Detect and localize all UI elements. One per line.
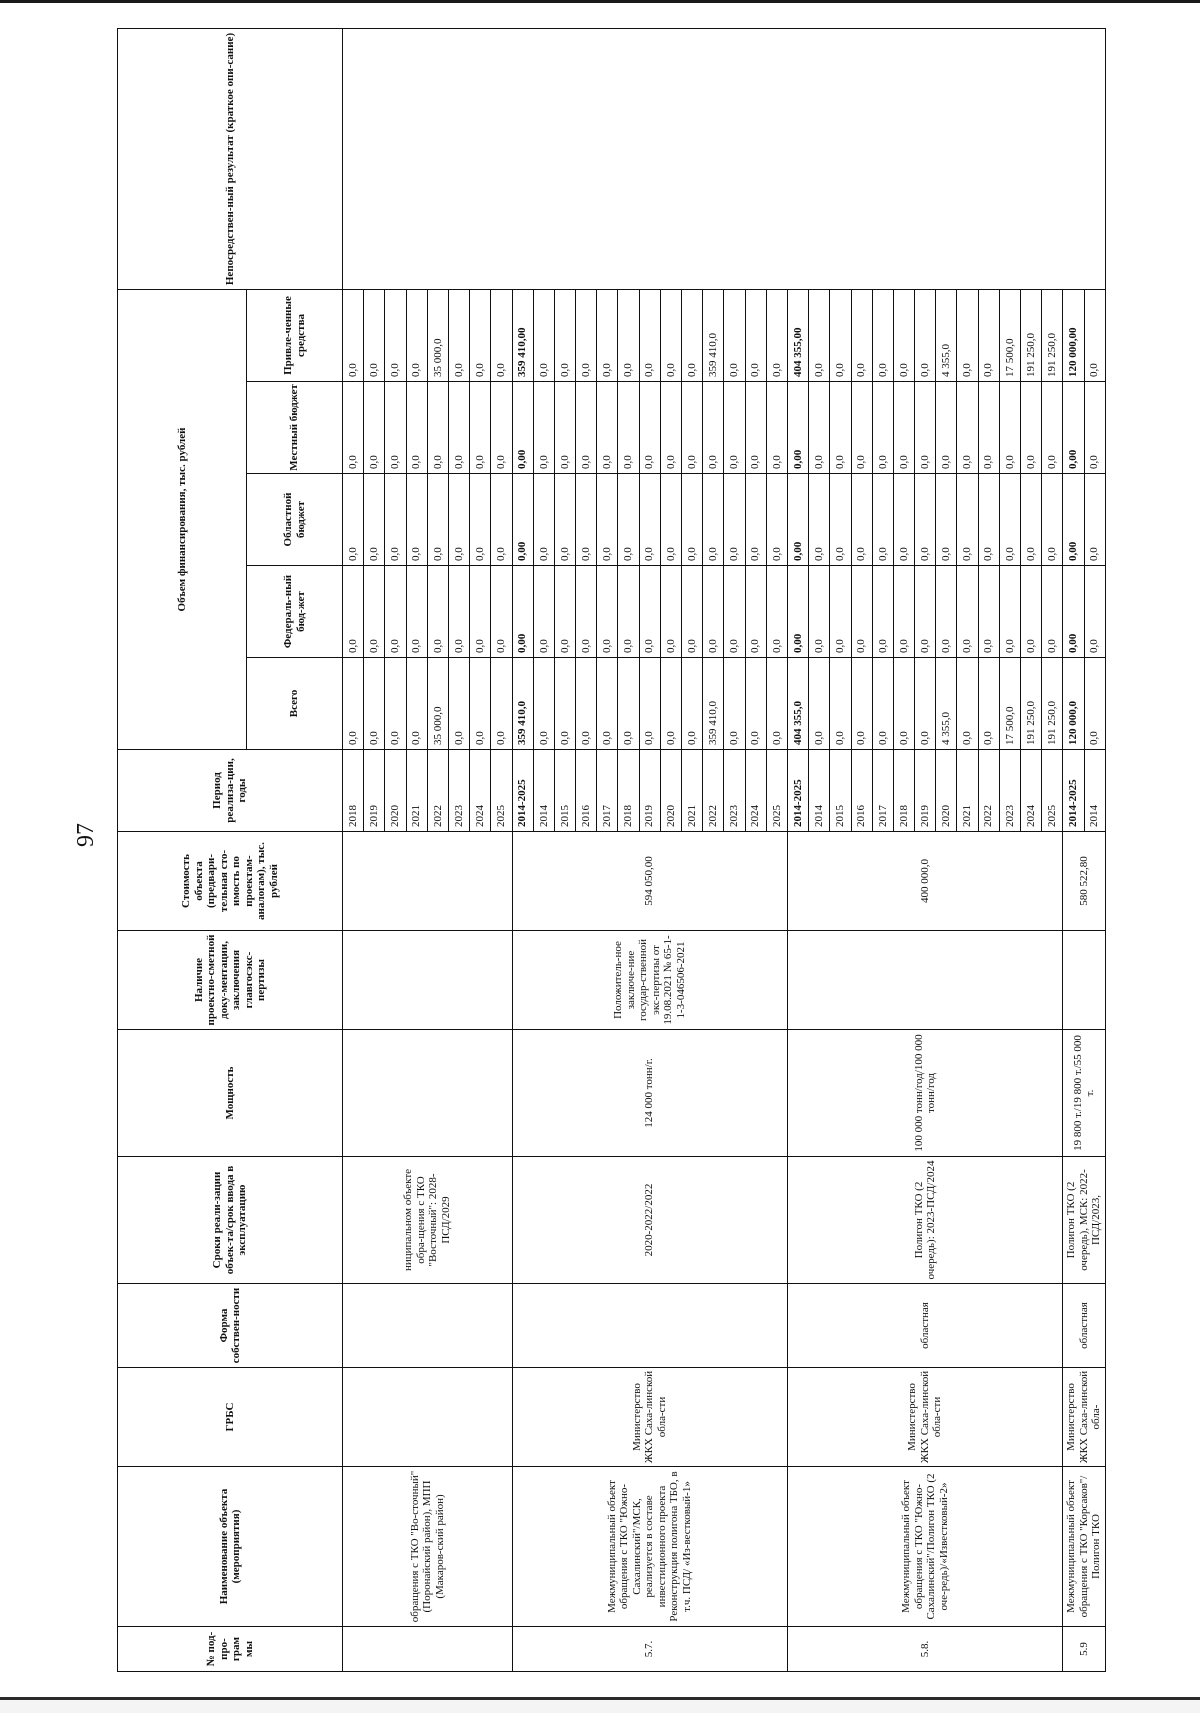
cell-grbs: Министерство ЖКХ Саха-линской обла-сти bbox=[512, 1368, 787, 1467]
cell-attracted: 35 000,0 bbox=[427, 290, 448, 382]
cell-attracted: 0,0 bbox=[851, 290, 872, 382]
cell-total: 0,0 bbox=[830, 658, 851, 750]
cell-attracted: 17 500,0 bbox=[999, 290, 1020, 382]
financing-table bbox=[117, 28, 1106, 1672]
cell-attracted: 0,0 bbox=[809, 290, 830, 382]
cell-attracted: 0,0 bbox=[639, 290, 660, 382]
cell-total: 0,0 bbox=[554, 658, 575, 750]
cell-attracted: 0,0 bbox=[660, 290, 681, 382]
cell-local: 0,0 bbox=[639, 382, 660, 474]
cell-capacity: 100 000 тонн/год/100 000 тонн/год bbox=[787, 1030, 1062, 1157]
cell-total: 191 250,0 bbox=[1021, 658, 1042, 750]
cell-period: 2020 bbox=[660, 750, 681, 832]
cell-federal: 0,0 bbox=[491, 566, 512, 658]
cell-federal: 0,0 bbox=[936, 566, 957, 658]
cell-period: 2015 bbox=[830, 750, 851, 832]
cell-regional: 0,0 bbox=[809, 474, 830, 566]
scan-top-edge bbox=[0, 0, 1200, 3]
cell-local: 0,0 bbox=[978, 382, 999, 474]
cell-attracted: 0,0 bbox=[385, 290, 406, 382]
cell-federal: 0,0 bbox=[1042, 566, 1063, 658]
cell-name: Межмуниципальный объект обращения с ТКО "Корсаков"/Полигон ТКО bbox=[1063, 1467, 1105, 1627]
cell-local: 0,0 bbox=[385, 382, 406, 474]
col-header-name: Наименование объекта (мероприятия) bbox=[118, 1467, 343, 1627]
cell-attracted: 0,0 bbox=[406, 290, 427, 382]
cell-attracted: 120 000,00 bbox=[1063, 290, 1084, 382]
cell-local: 0,0 bbox=[703, 382, 724, 474]
cell-federal: 0,00 bbox=[512, 566, 533, 658]
cell-regional: 0,0 bbox=[618, 474, 639, 566]
cell-regional: 0,0 bbox=[957, 474, 978, 566]
cell-terms: ниципальном объекте обра-щения с ТКО "Восточный": 2028-ПСД/2029 bbox=[343, 1157, 513, 1284]
cell-regional: 0,0 bbox=[470, 474, 491, 566]
cell-total: 0,0 bbox=[724, 658, 745, 750]
cell-local: 0,0 bbox=[576, 382, 597, 474]
cell-federal: 0,0 bbox=[1021, 566, 1042, 658]
cell-local: 0,0 bbox=[427, 382, 448, 474]
cell-regional: 0,0 bbox=[851, 474, 872, 566]
cell-total: 0,0 bbox=[385, 658, 406, 750]
cell-period: 2022 bbox=[703, 750, 724, 832]
cell-local: 0,0 bbox=[830, 382, 851, 474]
cell-local: 0,0 bbox=[809, 382, 830, 474]
cell-result bbox=[343, 29, 1106, 290]
cell-period: 2017 bbox=[872, 750, 893, 832]
cell-grbs: Министерство ЖКХ Саха-линской обла- bbox=[1063, 1368, 1105, 1467]
cell-capacity bbox=[343, 1030, 513, 1157]
cell-federal: 0,0 bbox=[745, 566, 766, 658]
cell-ownership: областная bbox=[1063, 1284, 1105, 1368]
cell-total: 0,0 bbox=[660, 658, 681, 750]
cell-local: 0,0 bbox=[364, 382, 385, 474]
table-row bbox=[343, 29, 364, 1672]
cell-period: 2016 bbox=[576, 750, 597, 832]
cell-local: 0,0 bbox=[470, 382, 491, 474]
cell-regional: 0,0 bbox=[978, 474, 999, 566]
cell-local: 0,0 bbox=[1042, 382, 1063, 474]
cell-no: 5.9 bbox=[1063, 1627, 1105, 1672]
cell-local: 0,0 bbox=[343, 382, 364, 474]
cell-local: 0,0 bbox=[597, 382, 618, 474]
cell-no: 5.8. bbox=[787, 1627, 1062, 1672]
cell-local: 0,0 bbox=[682, 382, 703, 474]
col-header-grbs: ГРБС bbox=[118, 1368, 343, 1467]
cell-federal: 0,0 bbox=[851, 566, 872, 658]
cell-attracted: 0,0 bbox=[554, 290, 575, 382]
col-header-total: Всего bbox=[247, 658, 343, 750]
scan-bottom-edge bbox=[0, 1691, 1200, 1713]
cell-ownership bbox=[512, 1284, 787, 1368]
cell-federal: 0,0 bbox=[406, 566, 427, 658]
cell-local: 0,00 bbox=[1063, 382, 1084, 474]
cell-period: 2014 bbox=[533, 750, 554, 832]
cell-total: 0,0 bbox=[364, 658, 385, 750]
cell-total: 0,0 bbox=[491, 658, 512, 750]
cell-local: 0,0 bbox=[448, 382, 469, 474]
cell-regional: 0,00 bbox=[787, 474, 808, 566]
cell-attracted: 0,0 bbox=[448, 290, 469, 382]
rotated-table-container bbox=[117, 32, 1103, 1672]
cell-attracted: 0,0 bbox=[1084, 290, 1105, 382]
cell-period: 2025 bbox=[766, 750, 787, 832]
cell-local: 0,00 bbox=[512, 382, 533, 474]
cell-period: 2019 bbox=[915, 750, 936, 832]
cell-federal: 0,00 bbox=[787, 566, 808, 658]
cell-federal: 0,0 bbox=[893, 566, 914, 658]
cell-federal: 0,0 bbox=[809, 566, 830, 658]
cell-name: Межмуниципальный объект обращения с ТКО "Южно-Сахалинский"/МСК, реализуется в составе инвестиционного проекта Реконструкция полигона ТБО, в т.ч. ПСД/ «Из-вестковый-1» bbox=[512, 1467, 787, 1627]
cell-total: 0,0 bbox=[597, 658, 618, 750]
cell-period: 2020 bbox=[936, 750, 957, 832]
cell-total: 0,0 bbox=[851, 658, 872, 750]
cell-total: 0,0 bbox=[957, 658, 978, 750]
cell-terms: Полигон ТКО (2 очередь): 2023-ПСД/2024 bbox=[787, 1157, 1062, 1284]
cell-regional: 0,0 bbox=[1084, 474, 1105, 566]
cell-total: 35 000,0 bbox=[427, 658, 448, 750]
cell-attracted: 0,0 bbox=[470, 290, 491, 382]
col-header-local: Местный бюджет bbox=[247, 382, 343, 474]
cell-local: 0,0 bbox=[406, 382, 427, 474]
cell-total: 0,0 bbox=[766, 658, 787, 750]
cell-total: 0,0 bbox=[576, 658, 597, 750]
cell-period: 2022 bbox=[427, 750, 448, 832]
table-body bbox=[343, 29, 1106, 1672]
cell-cost: 400 000,0 bbox=[787, 832, 1062, 931]
cell-period: 2023 bbox=[999, 750, 1020, 832]
cell-total: 0,0 bbox=[470, 658, 491, 750]
cell-attracted: 0,0 bbox=[745, 290, 766, 382]
col-header-financing: Объем финансирования, тыс. рублей bbox=[118, 290, 247, 750]
cell-federal: 0,0 bbox=[427, 566, 448, 658]
cell-regional: 0,0 bbox=[576, 474, 597, 566]
cell-period: 2017 bbox=[597, 750, 618, 832]
col-header-capacity: Мощность bbox=[118, 1030, 343, 1157]
cell-no bbox=[343, 1627, 513, 1672]
cell-attracted: 0,0 bbox=[978, 290, 999, 382]
col-header-ownership: Форма собствен-ности bbox=[118, 1284, 343, 1368]
cell-local: 0,0 bbox=[999, 382, 1020, 474]
cell-regional: 0,0 bbox=[766, 474, 787, 566]
cell-period: 2022 bbox=[978, 750, 999, 832]
cell-total: 0,0 bbox=[978, 658, 999, 750]
cell-total: 0,0 bbox=[343, 658, 364, 750]
cell-total: 191 250,0 bbox=[1042, 658, 1063, 750]
cell-period: 2016 bbox=[851, 750, 872, 832]
cell-ownership: областная bbox=[787, 1284, 1062, 1368]
cell-total: 404 355,0 bbox=[787, 658, 808, 750]
cell-attracted: 4 355,0 bbox=[936, 290, 957, 382]
cell-local: 0,0 bbox=[491, 382, 512, 474]
cell-regional: 0,0 bbox=[343, 474, 364, 566]
cell-attracted: 0,0 bbox=[915, 290, 936, 382]
cell-federal: 0,0 bbox=[872, 566, 893, 658]
cell-total: 4 355,0 bbox=[936, 658, 957, 750]
cell-regional: 0,0 bbox=[554, 474, 575, 566]
cell-terms: Полигон ТКО (2 очередь), МСК: 2022-ПСД/2023, bbox=[1063, 1157, 1105, 1284]
cell-period: 2014-2025 bbox=[512, 750, 533, 832]
cell-period: 2014 bbox=[1084, 750, 1105, 832]
cell-federal: 0,0 bbox=[385, 566, 406, 658]
cell-attracted: 0,0 bbox=[766, 290, 787, 382]
cell-local: 0,0 bbox=[872, 382, 893, 474]
cell-regional: 0,0 bbox=[724, 474, 745, 566]
cell-grbs: Министерство ЖКХ Саха-линской обла-сти bbox=[787, 1368, 1062, 1467]
cell-local: 0,0 bbox=[533, 382, 554, 474]
cell-federal: 0,0 bbox=[533, 566, 554, 658]
cell-regional: 0,0 bbox=[1042, 474, 1063, 566]
cell-period: 2018 bbox=[618, 750, 639, 832]
cell-federal: 0,0 bbox=[957, 566, 978, 658]
cell-period: 2024 bbox=[745, 750, 766, 832]
cell-local: 0,0 bbox=[936, 382, 957, 474]
cell-period: 2023 bbox=[724, 750, 745, 832]
cell-regional: 0,0 bbox=[915, 474, 936, 566]
cell-regional: 0,0 bbox=[660, 474, 681, 566]
cell-attracted: 0,0 bbox=[682, 290, 703, 382]
cell-period: 2019 bbox=[639, 750, 660, 832]
cell-federal: 0,0 bbox=[470, 566, 491, 658]
cell-psd bbox=[343, 931, 513, 1030]
cell-attracted: 0,0 bbox=[364, 290, 385, 382]
col-header-result: Непосредствен-ный результат (краткое опи-сание) bbox=[118, 29, 343, 290]
cell-period: 2021 bbox=[682, 750, 703, 832]
cell-grbs bbox=[343, 1368, 513, 1467]
cell-psd: Положитель-ное заключе-ние государ-ственной экс-пертизы от 19.08.2021 № 65-1-1-3-046506-2021 bbox=[512, 931, 787, 1030]
cell-capacity: 19 800 т./19 800 т./55 000 т. bbox=[1063, 1030, 1105, 1157]
cell-federal: 0,0 bbox=[618, 566, 639, 658]
cell-total: 0,0 bbox=[893, 658, 914, 750]
cell-period: 2020 bbox=[385, 750, 406, 832]
cell-cost: 580 522,80 bbox=[1063, 832, 1105, 931]
cell-attracted: 0,0 bbox=[724, 290, 745, 382]
cell-local: 0,00 bbox=[787, 382, 808, 474]
cell-total: 17 500,0 bbox=[999, 658, 1020, 750]
col-header-no: № под-про-грам мы bbox=[118, 1627, 343, 1672]
col-header-psd: Наличие проектно-сметной доку-ментации, заключения главгосэкс-пертизы bbox=[118, 931, 343, 1030]
cell-regional: 0,0 bbox=[703, 474, 724, 566]
cell-period: 2014 bbox=[809, 750, 830, 832]
cell-federal: 0,0 bbox=[1084, 566, 1105, 658]
cell-federal: 0,0 bbox=[978, 566, 999, 658]
cell-federal: 0,0 bbox=[766, 566, 787, 658]
cell-federal: 0,0 bbox=[703, 566, 724, 658]
cell-federal: 0,0 bbox=[999, 566, 1020, 658]
cell-period: 2025 bbox=[491, 750, 512, 832]
cell-regional: 0,0 bbox=[682, 474, 703, 566]
cell-federal: 0,0 bbox=[660, 566, 681, 658]
cell-regional: 0,0 bbox=[406, 474, 427, 566]
cell-total: 0,0 bbox=[639, 658, 660, 750]
cell-federal: 0,0 bbox=[448, 566, 469, 658]
cell-period: 2024 bbox=[1021, 750, 1042, 832]
cell-attracted: 0,0 bbox=[491, 290, 512, 382]
cell-period: 2024 bbox=[470, 750, 491, 832]
cell-period: 2014-2025 bbox=[1063, 750, 1084, 832]
cell-period: 2018 bbox=[893, 750, 914, 832]
cell-period: 2025 bbox=[1042, 750, 1063, 832]
cell-local: 0,0 bbox=[957, 382, 978, 474]
cell-attracted: 0,0 bbox=[576, 290, 597, 382]
cell-attracted: 0,0 bbox=[343, 290, 364, 382]
col-header-attracted: Привле-ченные средства bbox=[247, 290, 343, 382]
cell-attracted: 0,0 bbox=[893, 290, 914, 382]
cell-regional: 0,00 bbox=[512, 474, 533, 566]
cell-regional: 0,0 bbox=[533, 474, 554, 566]
cell-period: 2021 bbox=[957, 750, 978, 832]
cell-period: 2014-2025 bbox=[787, 750, 808, 832]
cell-local: 0,0 bbox=[745, 382, 766, 474]
cell-federal: 0,0 bbox=[682, 566, 703, 658]
cell-regional: 0,0 bbox=[872, 474, 893, 566]
cell-attracted: 404 355,00 bbox=[787, 290, 808, 382]
cell-attracted: 191 250,0 bbox=[1042, 290, 1063, 382]
page-number: 97 bbox=[73, 823, 99, 847]
cell-federal: 0,0 bbox=[364, 566, 385, 658]
cell-period: 2019 bbox=[364, 750, 385, 832]
cell-regional: 0,0 bbox=[830, 474, 851, 566]
cell-name: обращения с ТКО "Во-сточный" (Поронайский район), МПП (Макаров-ский район) bbox=[343, 1467, 513, 1627]
cell-federal: 0,0 bbox=[343, 566, 364, 658]
col-header-period: Период реализа-ции, годы bbox=[118, 750, 343, 832]
cell-terms: 2020-2022/2022 bbox=[512, 1157, 787, 1284]
cell-regional: 0,0 bbox=[385, 474, 406, 566]
cell-attracted: 0,0 bbox=[618, 290, 639, 382]
cell-regional: 0,0 bbox=[639, 474, 660, 566]
cell-regional: 0,00 bbox=[1063, 474, 1084, 566]
cell-period: 2015 bbox=[554, 750, 575, 832]
cell-regional: 0,0 bbox=[448, 474, 469, 566]
cell-federal: 0,0 bbox=[830, 566, 851, 658]
cell-local: 0,0 bbox=[766, 382, 787, 474]
cell-regional: 0,0 bbox=[1021, 474, 1042, 566]
cell-regional: 0,0 bbox=[936, 474, 957, 566]
cell-period: 2018 bbox=[343, 750, 364, 832]
col-header-regional: Областной бюджет bbox=[247, 474, 343, 566]
cell-federal: 0,0 bbox=[724, 566, 745, 658]
cell-total: 0,0 bbox=[448, 658, 469, 750]
cell-local: 0,0 bbox=[1084, 382, 1105, 474]
cell-local: 0,0 bbox=[1021, 382, 1042, 474]
cell-psd bbox=[787, 931, 1062, 1030]
cell-cost: 594 050,00 bbox=[512, 832, 787, 931]
cell-regional: 0,0 bbox=[893, 474, 914, 566]
cell-period: 2021 bbox=[406, 750, 427, 832]
cell-psd bbox=[1063, 931, 1105, 1030]
cell-total: 0,0 bbox=[915, 658, 936, 750]
cell-regional: 0,0 bbox=[491, 474, 512, 566]
cell-local: 0,0 bbox=[554, 382, 575, 474]
cell-no: 5.7. bbox=[512, 1627, 787, 1672]
col-header-terms: Сроки реали-зации объек-та/срок ввода в эксплуатацию bbox=[118, 1157, 343, 1284]
cell-total: 120 000,0 bbox=[1063, 658, 1084, 750]
cell-federal: 0,0 bbox=[639, 566, 660, 658]
cell-regional: 0,0 bbox=[364, 474, 385, 566]
cell-federal: 0,0 bbox=[915, 566, 936, 658]
cell-federal: 0,0 bbox=[597, 566, 618, 658]
cell-attracted: 0,0 bbox=[957, 290, 978, 382]
cell-local: 0,0 bbox=[851, 382, 872, 474]
cell-attracted: 0,0 bbox=[872, 290, 893, 382]
cell-attracted: 359 410,00 bbox=[512, 290, 533, 382]
cell-cost bbox=[343, 832, 513, 931]
cell-regional: 0,0 bbox=[597, 474, 618, 566]
cell-local: 0,0 bbox=[893, 382, 914, 474]
cell-local: 0,0 bbox=[618, 382, 639, 474]
col-header-federal: Федераль-ный бюд-жет bbox=[247, 566, 343, 658]
cell-total: 0,0 bbox=[682, 658, 703, 750]
cell-local: 0,0 bbox=[915, 382, 936, 474]
cell-period: 2023 bbox=[448, 750, 469, 832]
cell-capacity: 124 000 тонн/г. bbox=[512, 1030, 787, 1157]
cell-attracted: 0,0 bbox=[533, 290, 554, 382]
col-header-cost: Стоимость объекта (предвари-тельная сто-имость по проектам-аналогам), тыс. рублей bbox=[118, 832, 343, 931]
cell-attracted: 0,0 bbox=[597, 290, 618, 382]
cell-total: 359 410,0 bbox=[703, 658, 724, 750]
cell-total: 0,0 bbox=[745, 658, 766, 750]
cell-attracted: 191 250,0 bbox=[1021, 290, 1042, 382]
cell-federal: 0,00 bbox=[1063, 566, 1084, 658]
cell-local: 0,0 bbox=[660, 382, 681, 474]
cell-regional: 0,0 bbox=[745, 474, 766, 566]
cell-regional: 0,0 bbox=[999, 474, 1020, 566]
cell-federal: 0,0 bbox=[576, 566, 597, 658]
cell-total: 0,0 bbox=[618, 658, 639, 750]
cell-total: 0,0 bbox=[872, 658, 893, 750]
cell-name: Межмуниципальный объект обращения с ТКО "Южно-Сахалинский"/Полигон ТКО (2 оче-редь)/«Известковый-2» bbox=[787, 1467, 1062, 1627]
cell-total: 0,0 bbox=[809, 658, 830, 750]
cell-total: 0,0 bbox=[406, 658, 427, 750]
cell-total: 0,0 bbox=[1084, 658, 1105, 750]
cell-total: 359 410,0 bbox=[512, 658, 533, 750]
cell-federal: 0,0 bbox=[554, 566, 575, 658]
cell-ownership bbox=[343, 1284, 513, 1368]
cell-regional: 0,0 bbox=[427, 474, 448, 566]
cell-total: 0,0 bbox=[533, 658, 554, 750]
cell-local: 0,0 bbox=[724, 382, 745, 474]
cell-attracted: 359 410,0 bbox=[703, 290, 724, 382]
cell-attracted: 0,0 bbox=[830, 290, 851, 382]
